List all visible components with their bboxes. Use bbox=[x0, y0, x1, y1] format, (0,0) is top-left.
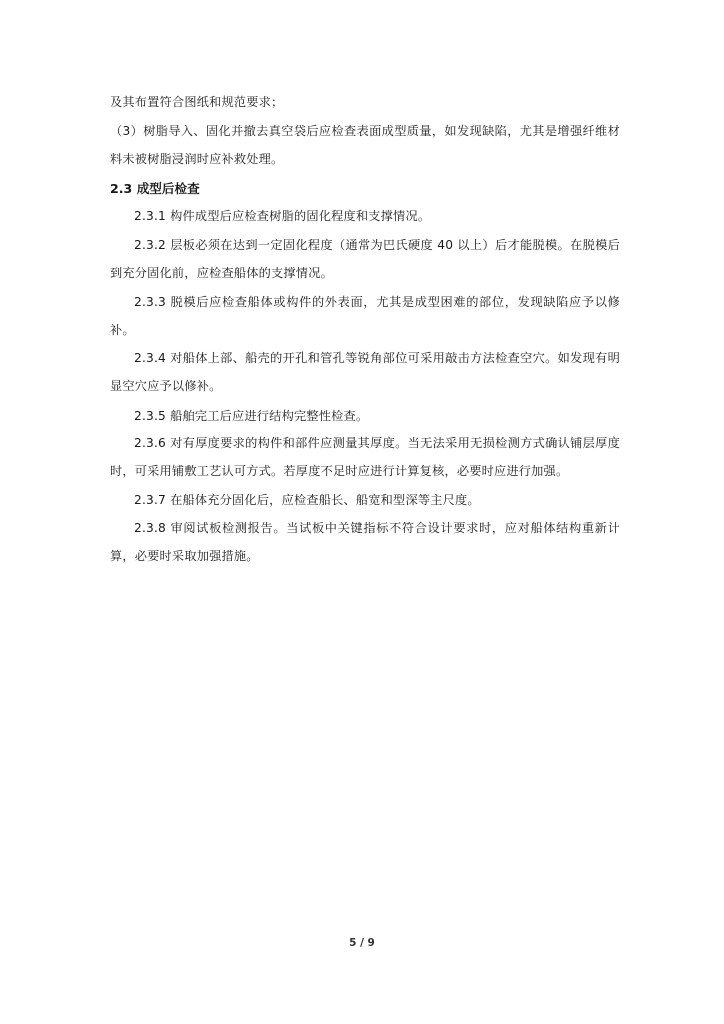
clause-2-3-3: 2.3.3 脱模后应检查船体或构件的外表面，尤其是成型困难的部位，发现缺陷应予以修补。 bbox=[110, 295, 620, 337]
clause-2-3-4: 2.3.4 对船体上部、船壳的开孔和管孔等锐角部位可采用敲击方法检查空穴。如发现有明显空穴应予以修补。 bbox=[110, 351, 620, 393]
paragraph-item-3: （3）树脂导入、固化并撤去真空袋后应检查表面成型质量，如发现缺陷，尤其是增强纤维材料未被树脂浸润时应补救处理。 bbox=[110, 124, 620, 166]
clause-2-3-2: 2.3.2 层板必须在达到一定固化程度（通常为巴氏硬度 40 以上）后才能脱模。在脱模后到充分固化前，应检查船体的支撑情况。 bbox=[110, 238, 620, 280]
clause-2-3-6: 2.3.6 对有厚度要求的构件和部件应测量其厚度。当无法采用无损检测方式确认铺层厚度时，可采用铺敷工艺认可方式。若厚度不足时应进行计算复核，必要时应进行加强。 bbox=[110, 436, 620, 478]
section-heading-2-3: 2.3 成型后检查 bbox=[110, 181, 200, 196]
page-number: 5 / 9 bbox=[349, 937, 375, 949]
paragraph-continuation: 及其布置符合图纸和规范要求； bbox=[110, 95, 284, 109]
clause-2-3-8: 2.3.8 审阅试板检测报告。当试板中关键指标不符合设计要求时，应对船体结构重新计算，必要时采取加强措施。 bbox=[110, 521, 620, 563]
clause-2-3-5: 2.3.5 船舶完工后应进行结构完整性检查。 bbox=[134, 409, 369, 423]
clause-2-3-1: 2.3.1 构件成型后应检查树脂的固化程度和支撑情况。 bbox=[134, 209, 431, 223]
clause-2-3-7: 2.3.7 在船体充分固化后，应检查船长、船宽和型深等主尺度。 bbox=[134, 493, 480, 507]
